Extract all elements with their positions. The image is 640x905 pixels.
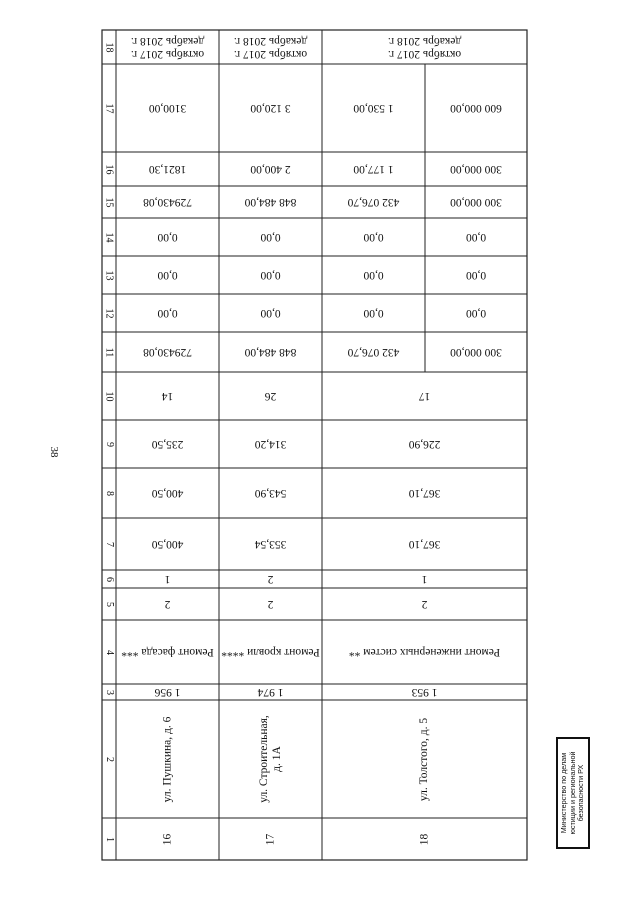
- table-cell: 314,20: [254, 438, 287, 451]
- table-cell: 300 000,00: [450, 346, 502, 359]
- table-cell: 300 000,00: [450, 163, 502, 176]
- column-number: 17: [103, 103, 115, 113]
- table-cell: октябрь 2017 г. декабрь 2018 г.: [233, 35, 308, 60]
- table-cell: 1: [421, 573, 428, 586]
- address-cell: ул. Строительная, д. 1А: [257, 715, 283, 803]
- row-number: 18: [418, 833, 430, 845]
- table-cell: 0,00: [363, 269, 384, 282]
- column-number: 14: [103, 232, 115, 242]
- table-cell: 0,00: [157, 307, 178, 320]
- table-cell: 226,90: [408, 438, 441, 451]
- table-cell: 0,00: [157, 269, 178, 282]
- table-cell: 353,54: [254, 538, 287, 551]
- table-cell: 400,50: [151, 487, 184, 500]
- table-cell: 1 530,00: [353, 102, 394, 115]
- table-cell: 2 400,00: [250, 163, 291, 176]
- table-cell: 2: [267, 573, 274, 586]
- column-number: 13: [103, 270, 115, 280]
- table-cell: 432 076,70: [347, 196, 400, 209]
- table-cell: 2: [164, 598, 171, 611]
- table-cell: 1 953: [411, 686, 438, 699]
- table-cell: 432 076,70: [347, 346, 400, 359]
- column-number: 4: [103, 649, 115, 655]
- table-cell: октябрь 2017 г. декабрь 2018 г.: [387, 35, 462, 60]
- column-number: 15: [103, 197, 115, 207]
- table-cell: 543,90: [254, 487, 287, 500]
- table-cell: 729430,08: [143, 196, 192, 209]
- table-cell: 17: [418, 390, 431, 403]
- column-number: 5: [103, 601, 115, 607]
- table-cell: Ремонт инженерных систем **: [348, 646, 501, 659]
- table-cell: 0,00: [260, 307, 281, 320]
- row-number: 17: [264, 833, 276, 845]
- page-number: 38: [48, 446, 60, 458]
- column-number: 6: [103, 576, 115, 582]
- address-cell: ул. Пушкина, д. 6: [161, 716, 173, 802]
- table-cell: 1 956: [154, 686, 181, 699]
- column-number: 16: [103, 164, 115, 174]
- repair-table: [102, 30, 527, 860]
- table-cell: 367,10: [408, 538, 441, 551]
- table-cell: октябрь 2017 г. декабрь 2018 г.: [130, 35, 205, 60]
- table-cell: Ремонт фасада ***: [121, 646, 214, 659]
- table-cell: 600 000,00: [450, 102, 502, 115]
- table-cell: 2: [421, 598, 428, 611]
- table-cell: 848 484,00: [244, 346, 297, 359]
- table-cell: 3 120,00: [250, 102, 291, 115]
- column-number: 12: [103, 308, 115, 318]
- table-cell: 367,10: [408, 487, 441, 500]
- column-number: 9: [103, 441, 115, 447]
- table-cell: 0,00: [260, 269, 281, 282]
- table-cell: Ремонт кровли ****: [221, 646, 320, 659]
- table-cell: 0,00: [260, 231, 281, 244]
- column-number: 10: [103, 391, 115, 401]
- stamp-text: Министерство по делам юстиции и региональной безопасности РХ: [559, 751, 586, 835]
- column-number: 8: [103, 490, 115, 496]
- table-cell: 0,00: [465, 307, 487, 320]
- column-number: 3: [103, 689, 115, 695]
- column-number: 1: [103, 836, 115, 842]
- table-cell: 1 974: [257, 686, 284, 699]
- table-cell: 848 484,00: [244, 196, 297, 209]
- table-cell: 26: [264, 390, 277, 403]
- table-cell: 14: [161, 390, 174, 403]
- table-cell: 1 177,00: [353, 163, 394, 176]
- column-number: 2: [103, 756, 115, 762]
- ministry-stamp: [556, 737, 590, 849]
- table-cell: 729430,08: [143, 346, 192, 359]
- row-number: 16: [161, 833, 173, 845]
- table-cell: 0,00: [363, 231, 384, 244]
- table-cell: 0,00: [363, 307, 384, 320]
- column-number: 11: [103, 347, 115, 357]
- address-cell: ул. Толстого, д. 5: [418, 717, 430, 801]
- table-cell: 2: [267, 598, 274, 611]
- table-cell: 400,50: [151, 538, 184, 551]
- table-cell: 235,50: [151, 438, 184, 451]
- column-number: 18: [103, 42, 115, 52]
- table-cell: 1821,30: [148, 163, 187, 176]
- table-cell: 300 000,00: [450, 196, 502, 209]
- table-cell: 3100,00: [148, 102, 187, 115]
- table-cell: 1: [164, 573, 171, 586]
- table-cell: 0,00: [465, 231, 487, 244]
- column-number: 7: [103, 541, 115, 547]
- table-cell: 0,00: [157, 231, 178, 244]
- table-cell: 0,00: [465, 269, 487, 282]
